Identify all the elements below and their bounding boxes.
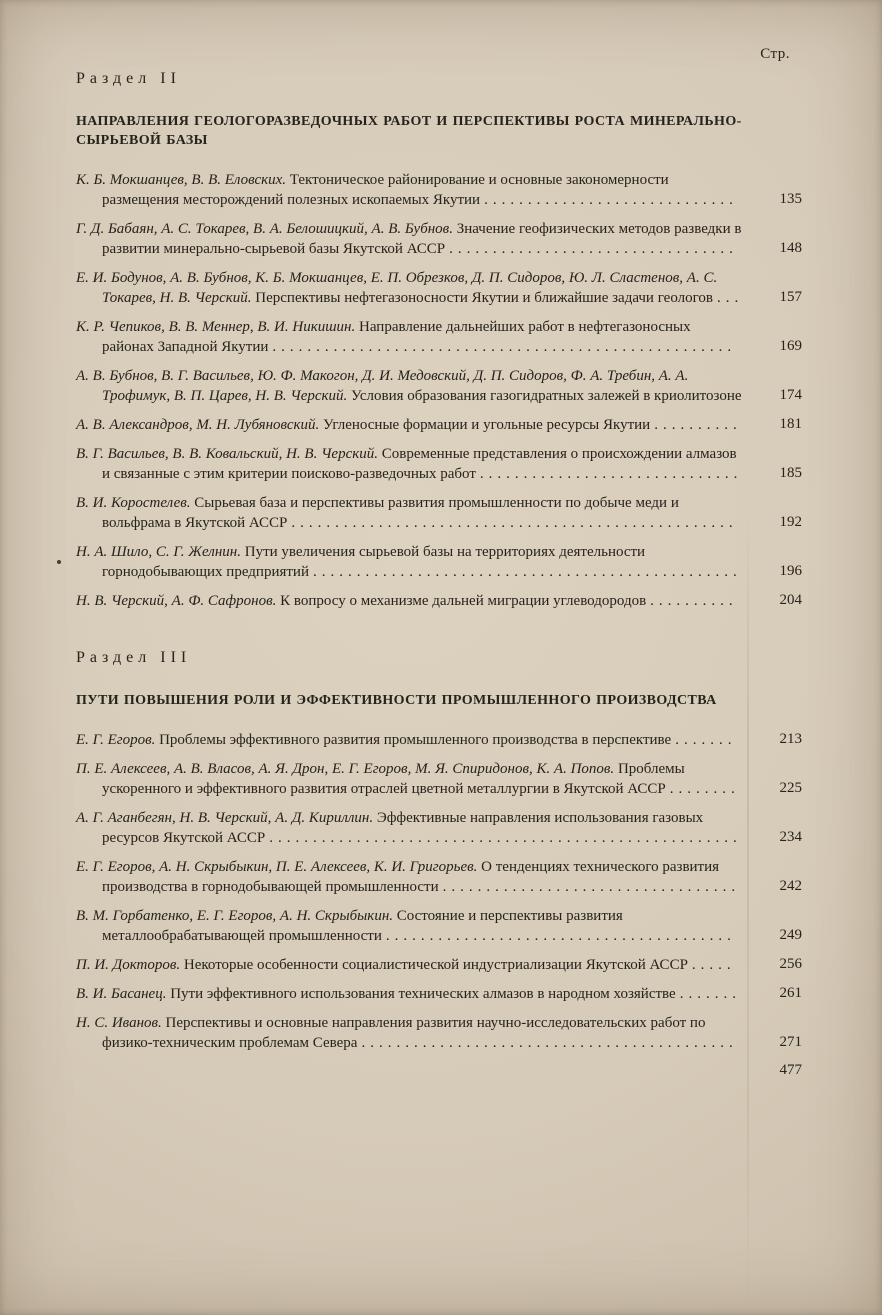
page-column-header: Стр. xyxy=(760,46,790,62)
toc-entry xyxy=(76,1013,802,1053)
toc-entry xyxy=(76,366,802,406)
toc-entry xyxy=(76,415,802,435)
entry-title: Эффективные направления использования газовых ресурсов Якутской АССР xyxy=(102,810,704,846)
entry-page-number: 249 xyxy=(779,927,802,943)
entry-page-number: 185 xyxy=(779,465,802,481)
toc-entry xyxy=(76,730,802,750)
toc-entry xyxy=(76,857,802,897)
entry-authors: А. В. Бубнов, В. Г. Васильев, Ю. Ф. Макогон, Д. И. Медовский, Д. П. Сидоров, Ф. А. Требин, А. А. Трофимук, В. П. Царев, Н. В. Черский. xyxy=(76,368,689,404)
entry-authors: Е. И. Бодунов, А. В. Бубнов, К. Б. Мокшанцев, Е. П. Обрезков, Д. П. Сидоров, Ю. Л. Сластенов, А. С. Токарев, Н. В. Черский. xyxy=(76,270,718,306)
toc-section xyxy=(76,649,802,1053)
entry-authors: В. И. Басанец. xyxy=(76,986,171,1002)
entry-leader-dots: ........................................... xyxy=(361,1035,738,1051)
entry-leader-dots: .............................. xyxy=(479,466,743,482)
entry-authors: Н. А. Шило, С. Г. Желнин. xyxy=(76,544,245,560)
entry-authors: Г. Д. Бабаян, А. С. Токарев, В. А. Белошицкий, А. В. Бубнов. xyxy=(76,221,457,237)
entry-authors: В. И. Коростелев. xyxy=(76,495,195,511)
entry-page-number: 169 xyxy=(779,338,802,354)
entry-authors: К. Б. Мокшанцев, В. В. Еловских. xyxy=(76,172,290,188)
entry-page-number: 256 xyxy=(779,956,802,972)
entry-title: Пути увеличения сырьевой базы на территориях деятельности горнодобывающих предприятий xyxy=(102,544,646,580)
toc-entry xyxy=(76,542,802,582)
entry-page-number: 213 xyxy=(779,731,802,747)
entry-leader-dots: ..... xyxy=(691,957,736,973)
entry-title: Современные представления о происхождении алмазов и связанные с этим критерии поисково-разведочных работ xyxy=(102,446,737,482)
entry-title: Перспективы нефтегазоносности Якутии и ближайшие задачи геологов xyxy=(255,290,713,306)
book-page-number: 477 xyxy=(779,1062,802,1078)
entry-authors: Е. Г. Егоров, А. Н. Скрыбыкин, П. Е. Алексеев, К. И. Григорьев. xyxy=(76,859,482,875)
entry-title: Направление дальнейших работ в нефтегазоносных районах Западной Якутии xyxy=(102,319,691,355)
entry-page-number: 192 xyxy=(779,514,802,530)
section-entries xyxy=(76,170,802,611)
entry-leader-dots: .......... xyxy=(654,417,742,433)
toc-entry xyxy=(76,268,802,308)
entry-page-number: 242 xyxy=(779,878,802,894)
entry-title: Тектоническое районирование и основные закономерности размещения месторождений полезных ископаемых Якутии xyxy=(102,172,669,208)
section-heading: ПУТИ ПОВЫШЕНИЯ РОЛИ И ЭФФЕКТИВНОСТИ ПРОМЫШЛЕННОГО ПРОИЗВОДСТВА xyxy=(76,693,717,708)
entry-title: Некоторые особенности социалистической индустриализации Якутской АССР xyxy=(183,957,688,973)
entry-authors: Е. Г. Егоров. xyxy=(76,732,160,748)
entry-page-number: 181 xyxy=(779,416,802,432)
entry-title: Пути эффективного использования технических алмазов в народном хозяйстве xyxy=(170,986,676,1002)
entry-title: Сырьевая база и перспективы развития промышленности по добыче меди и вольфрама в Якутской АССР xyxy=(102,495,679,531)
entry-leader-dots: ........................................ xyxy=(385,928,736,944)
ink-speck xyxy=(57,560,61,564)
entry-title: Угленосные формации и угольные ресурсы Якутии xyxy=(323,417,651,433)
toc-entry xyxy=(76,906,802,946)
entry-page-number: 204 xyxy=(779,592,802,608)
page-content xyxy=(76,0,802,1079)
entry-leader-dots: ................................................... xyxy=(291,515,738,531)
entry-authors: П. И. Докторов. xyxy=(76,957,184,973)
entry-leader-dots: ... xyxy=(716,290,744,306)
entry-page-number: 148 xyxy=(779,240,802,256)
entry-leader-dots: ................................. xyxy=(449,241,738,257)
entry-title: Проблемы эффективного развития промышленного производства в перспективе xyxy=(159,732,672,748)
entry-page-number: 157 xyxy=(779,289,802,305)
entry-page-number: 225 xyxy=(779,780,802,796)
entry-leader-dots: ..................................................... xyxy=(272,339,737,355)
entry-title: Условия образования газогидратных залежей в криолитозоне xyxy=(351,388,742,404)
entry-page-number: 174 xyxy=(779,387,802,403)
entry-page-number: 261 xyxy=(779,985,802,1001)
toc-entry xyxy=(76,493,802,533)
entry-leader-dots: ...................................................... xyxy=(269,830,742,846)
toc-entry xyxy=(76,591,802,611)
toc-section xyxy=(76,70,802,611)
toc-entry xyxy=(76,984,802,1004)
toc-sections xyxy=(76,0,802,1053)
entry-page-number: 196 xyxy=(779,563,802,579)
entry-title: О тенденциях технического развития производства в горнодобывающей промышленности xyxy=(102,859,720,895)
entry-title: Проблемы ускоренного и эффективного развития отраслей цветной металлургии в Якутской АССР xyxy=(102,761,685,797)
entry-leader-dots: ........ xyxy=(669,781,740,797)
entry-authors: К. Р. Чепиков, В. В. Меннер, В. И. Никишин. xyxy=(76,319,359,335)
entry-leader-dots: ....... xyxy=(679,986,741,1002)
section-label: Раздел II xyxy=(76,70,181,87)
entry-authors: Н. С. Иванов. xyxy=(76,1015,166,1031)
toc-entry xyxy=(76,759,802,799)
entry-title: К вопросу о механизме дальней миграции углеводородов xyxy=(280,593,647,609)
toc-entry xyxy=(76,808,802,848)
entry-title: Перспективы и основные направления развития научно-исследовательских работ по физико-техническим проблемам Севера xyxy=(102,1015,706,1051)
entry-authors: Н. В. Черский, А. Ф. Сафронов. xyxy=(76,593,281,609)
entry-page-number: 234 xyxy=(779,829,802,845)
entry-authors: П. Е. Алексеев, А. В. Власов, А. Я. Дрон, Е. Г. Егоров, М. Я. Спиридонов, К. А. Попов. xyxy=(76,761,618,777)
entry-leader-dots: ............................. xyxy=(484,192,738,208)
toc-entry xyxy=(76,317,802,357)
entry-title: Состояние и перспективы развития металлообрабатывающей промышленности xyxy=(102,908,623,944)
entry-authors: А. Г. Аганбегян, Н. В. Черский, А. Д. Кириллин. xyxy=(76,810,377,826)
entry-authors: В. Г. Васильев, В. В. Ковальский, Н. В. Черский. xyxy=(76,446,382,462)
entry-leader-dots: ....... xyxy=(675,732,737,748)
entry-page-number: 135 xyxy=(779,191,802,207)
entry-authors: В. М. Горбатенко, Е. Г. Егоров, А. Н. Скрыбыкин. xyxy=(76,908,397,924)
entry-leader-dots: .......... xyxy=(650,593,738,609)
entry-title: Значение геофизических методов разведки в развитии минерально-сырьевой базы Якутской АССР xyxy=(102,221,742,257)
entry-page-number: 271 xyxy=(779,1034,802,1050)
toc-entry xyxy=(76,219,802,259)
section-heading: НАПРАВЛЕНИЯ ГЕОЛОГОРАЗВЕДОЧНЫХ РАБОТ И ПЕРСПЕКТИВЫ РОСТА МИНЕРАЛЬНО-СЫРЬЕВОЙ БАЗЫ xyxy=(76,114,742,148)
toc-entry xyxy=(76,444,802,484)
entry-authors: А. В. Александров, М. Н. Лубяновский. xyxy=(76,417,324,433)
toc-entry xyxy=(76,170,802,210)
toc-entry xyxy=(76,955,802,975)
entry-leader-dots: ................................................. xyxy=(312,564,742,580)
section-entries xyxy=(76,730,802,1053)
section-label: Раздел III xyxy=(76,649,192,666)
entry-leader-dots: .................................. xyxy=(442,879,741,895)
